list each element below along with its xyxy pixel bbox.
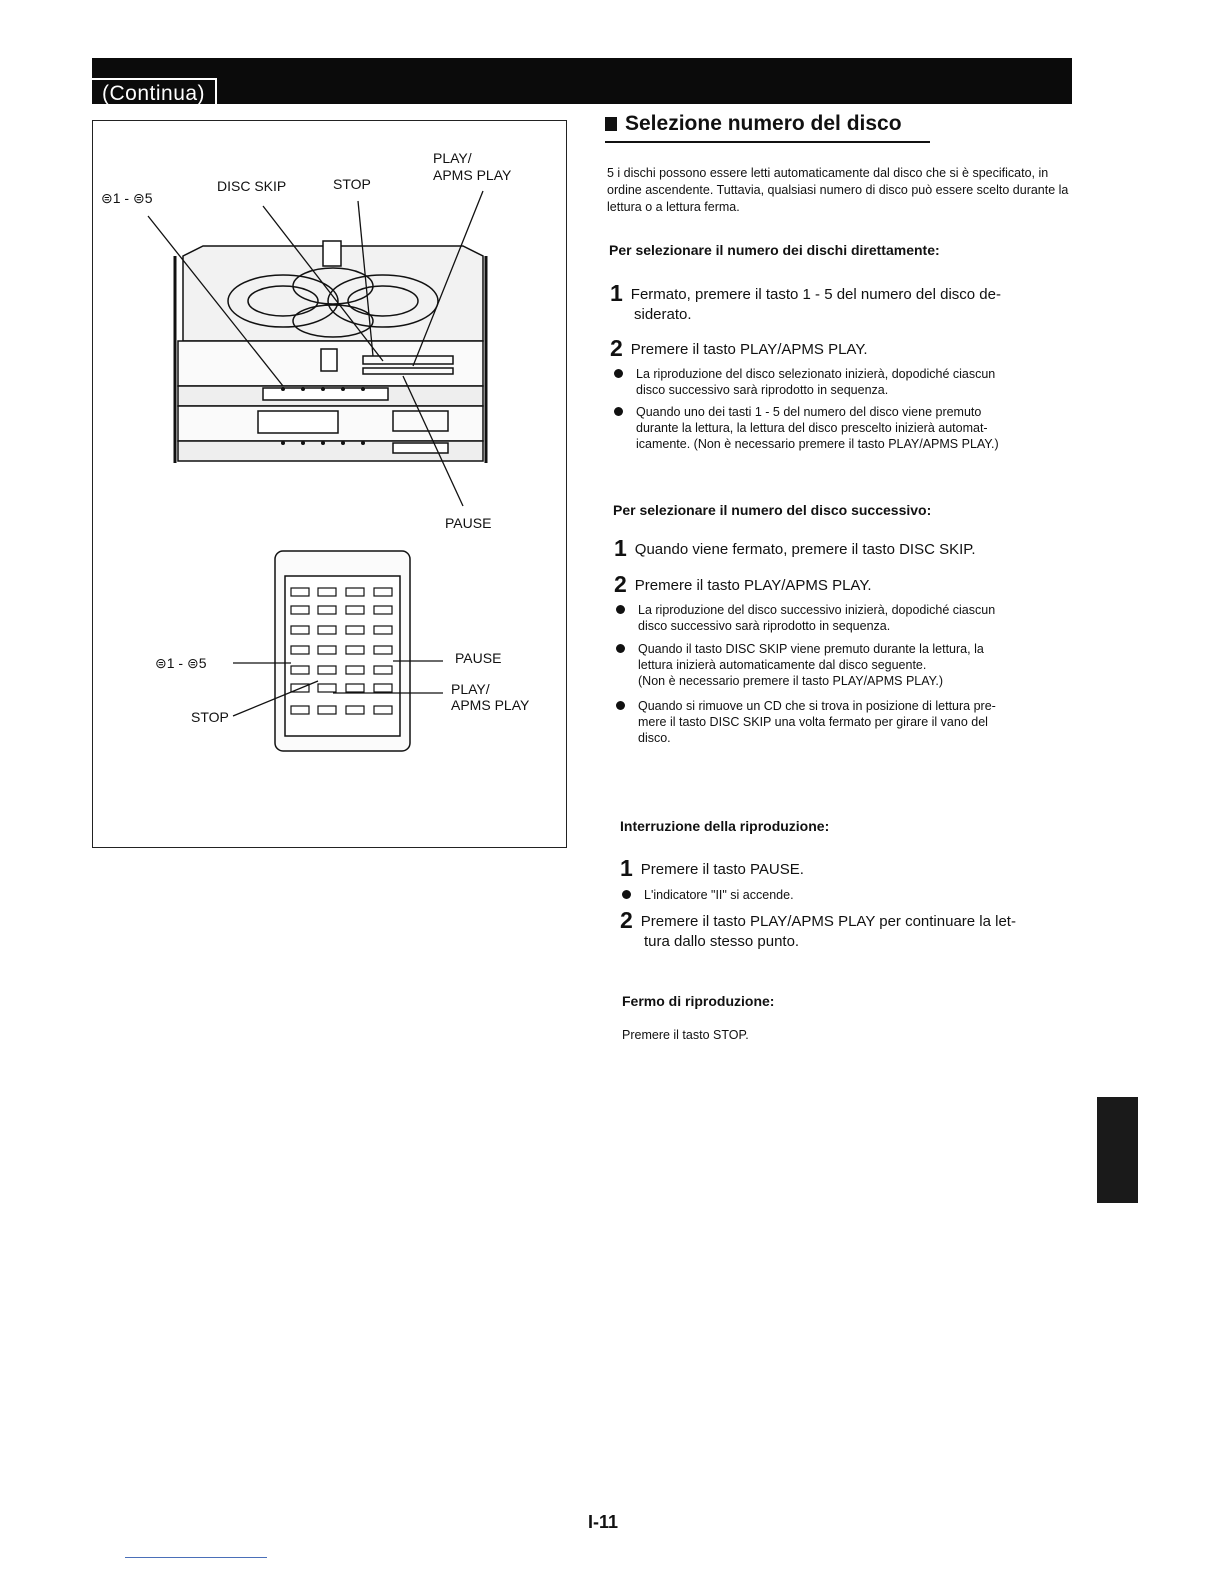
label-pause-remote: PAUSE	[455, 650, 502, 666]
step-text-cont: siderato.	[634, 306, 692, 323]
direct-step-2	[610, 335, 1070, 361]
bullet-text: Quando uno dei tasti 1 - 5 del numero del disco viene premuto	[636, 405, 982, 419]
step-text: Premere il tasto PLAY/APMS PLAY per continuare la let-	[640, 913, 1016, 930]
bullet-text: (Non è necessario premere il tasto PLAY/APMS PLAY.)	[638, 674, 943, 688]
bullet-text: disco successivo sarà riprodotto in sequenza.	[638, 619, 891, 633]
bullet-dot-icon	[616, 701, 625, 710]
bullet-text: icamente. (Non è necessario premere il tasto PLAY/APMS PLAY.)	[636, 437, 999, 451]
bullet-text: Quando si rimuove un CD che si trova in posizione di lettura pre-	[638, 699, 996, 713]
label-disc-skip: DISC SKIP	[217, 178, 287, 194]
heading-stop: Fermo di riproduzione:	[622, 993, 775, 1009]
step-text: Premere il tasto PAUSE.	[640, 861, 804, 878]
label-play-remote-line1: PLAY/	[451, 681, 490, 697]
label-disc-buttons-remote: ⊜1 - ⊜5	[155, 655, 207, 671]
header-bar	[92, 58, 1072, 104]
stop-text: Premere il tasto STOP.	[622, 1028, 749, 1042]
header-continua-label: (Continua)	[92, 78, 217, 106]
label-play-top-line1: PLAY/	[433, 150, 472, 166]
direct-step-1	[610, 280, 1070, 325]
label-pause-top: PAUSE	[445, 515, 492, 531]
cd-changer-drawing	[175, 241, 486, 463]
section-tab-marker	[1097, 1097, 1138, 1203]
step-number: 2	[610, 335, 623, 361]
section-title-text: Selezione numero del disco	[625, 112, 902, 135]
heading-next-disc: Per selezionare il numero del disco successivo:	[613, 502, 932, 518]
pause-bullet-1	[620, 887, 1068, 903]
section-title	[605, 112, 930, 143]
step-number: 1	[610, 280, 623, 306]
bullet-text: disco.	[638, 731, 671, 745]
heading-pause: Interruzione della riproduzione:	[620, 818, 830, 834]
bullet-dot-icon	[622, 890, 631, 899]
next-bullet-1	[614, 602, 1062, 634]
step-number: 1	[620, 855, 633, 881]
bullet-text: L'indicatore "II" si accende.	[644, 888, 794, 902]
step-text: Quando viene fermato, premere il tasto DISC SKIP.	[634, 541, 976, 558]
bullet-dot-icon	[616, 605, 625, 614]
bullet-text: Quando il tasto DISC SKIP viene premuto durante la lettura, la	[638, 642, 984, 656]
intro-paragraph: 5 i dischi possono essere letti automaticamente dal disco che si è specificato, in ordine ascendente. Tuttavia, qualsiasi numero di disco può essere scelto durante la lettura o a lettura ferma.	[607, 166, 1069, 214]
square-bullet-icon	[605, 117, 617, 131]
bullet-text: lettura inizierà automaticamente dal disco seguente.	[638, 658, 927, 672]
next-step-1	[614, 535, 1074, 561]
page-number: I-11	[588, 1512, 619, 1532]
bullet-dot-icon	[614, 369, 623, 378]
step-text: Premere il tasto PLAY/APMS PLAY.	[630, 341, 868, 358]
device-illustration	[93, 121, 568, 849]
bullet-text: La riproduzione del disco successivo inizierà, dopodiché ciascun	[638, 603, 996, 617]
step-number: 1	[614, 535, 627, 561]
bullet-dot-icon	[616, 644, 625, 653]
next-bullet-2	[614, 641, 1062, 689]
pause-step-2	[620, 907, 1080, 952]
footer-rule	[125, 1557, 267, 1558]
label-play-top-line2: APMS PLAY	[433, 167, 512, 183]
step-text: Premere il tasto PLAY/APMS PLAY.	[634, 577, 872, 594]
step-number: 2	[620, 907, 633, 933]
step-number: 2	[614, 571, 627, 597]
bullet-text: La riproduzione del disco selezionato inizierà, dopodiché ciascun	[636, 367, 996, 381]
heading-direct-selection: Per selezionare il numero dei dischi direttamente:	[609, 242, 940, 258]
bullet-dot-icon	[614, 407, 623, 416]
next-step-2	[614, 571, 1074, 597]
label-play-remote-line2: APMS PLAY	[451, 697, 530, 713]
bullet-text: durante la lettura, la lettura del disco prescelto inizierà automat-	[636, 421, 988, 435]
label-stop-remote: STOP	[191, 709, 229, 725]
step-text: Fermato, premere il tasto 1 - 5 del numero del disco de-	[630, 286, 1001, 303]
step-text-cont: tura dallo stesso punto.	[644, 933, 800, 950]
direct-bullet-1	[612, 366, 1060, 398]
illustration-box	[92, 120, 567, 848]
pause-step-1	[620, 855, 1080, 881]
next-bullet-3	[614, 698, 1062, 746]
bullet-text: disco successivo sarà riprodotto in sequenza.	[636, 383, 889, 397]
label-disc-buttons-top: ⊜1 - ⊜5	[101, 190, 153, 206]
direct-bullet-2	[612, 404, 1060, 452]
label-stop-top: STOP	[333, 176, 371, 192]
bullet-text: mere il tasto DISC SKIP una volta fermato per girare il vano del	[638, 715, 988, 729]
